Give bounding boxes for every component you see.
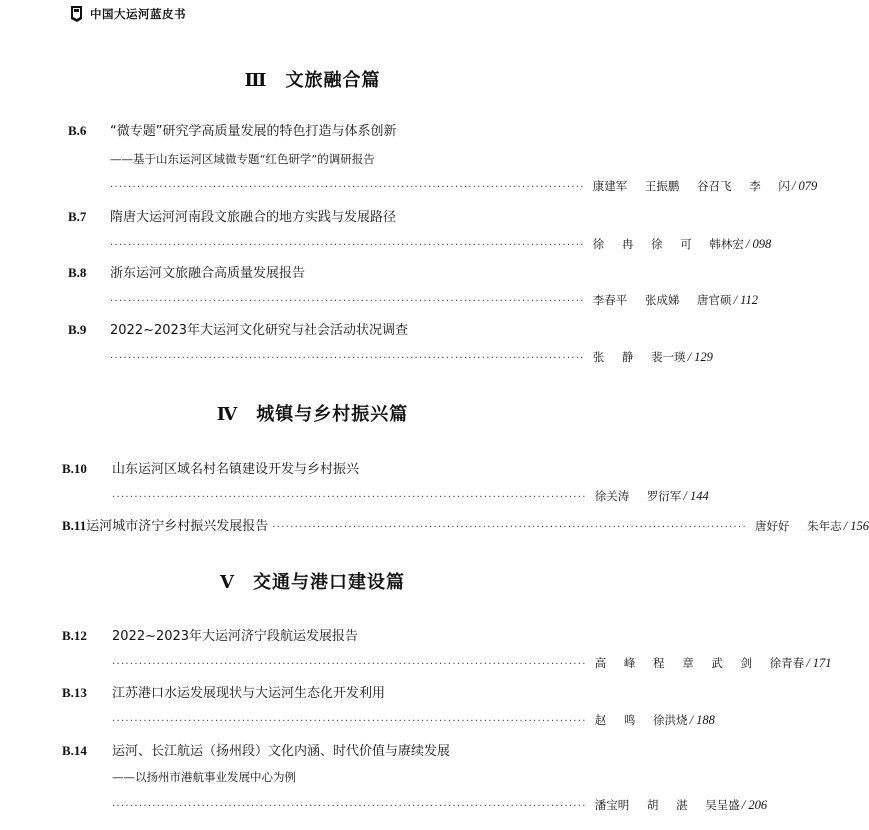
section-number: Ⅴ	[220, 572, 235, 593]
entry-authors: 潘宝明 胡 湛 吴呈盛	[594, 798, 740, 812]
entry-leader-line	[110, 236, 772, 252]
entry-code: B.13	[62, 685, 87, 700]
entry-leader-line	[110, 349, 713, 365]
entry-code: B.10	[62, 461, 87, 476]
toc-entry-b6[interactable]	[68, 120, 818, 198]
page-number: 079	[798, 179, 818, 193]
dot-leader: ··········································································································	[110, 240, 585, 251]
entry-leader-line	[112, 797, 768, 813]
entry-code: B.11	[62, 518, 87, 533]
page-number: 129	[694, 350, 713, 364]
page-number: 206	[748, 798, 768, 812]
entry-leader-line	[110, 292, 758, 308]
entry-authors: 徐关涛 罗衍军	[594, 489, 682, 503]
entry-title: 运河城市济宁乡村振兴发展报告	[86, 519, 269, 534]
entry-title: 江苏港口水运发展现状与大运河生态化开发利用	[112, 686, 386, 701]
book-icon	[70, 5, 84, 23]
page-number: 171	[812, 656, 832, 670]
section-title-3	[0, 66, 625, 92]
toc-entry-b8[interactable]	[68, 262, 758, 312]
toc-entry-b14[interactable]	[62, 740, 768, 820]
entry-title: 运河、长江航运（扬州段）文化内涵、时代价值与赓续发展	[112, 744, 451, 759]
entry-authors: 赵 鸣 徐洪烧	[594, 713, 688, 727]
entry-title: 山东运河区域名村名镇建设开发与乡村振兴	[112, 462, 360, 477]
page-number: 156	[850, 519, 869, 533]
dot-leader: ··········································································································	[112, 716, 587, 727]
running-header	[70, 2, 186, 26]
entry-title: 2022~2023年大运河济宁段航运发展报告	[112, 629, 359, 644]
entry-code: B.8	[68, 265, 87, 280]
entry-code: B.9	[68, 322, 87, 337]
toc-entry-b9[interactable]	[68, 319, 713, 369]
page-number: 144	[690, 489, 709, 503]
section-name: 交通与港口建设篇	[252, 572, 405, 593]
entry-authors: 李春平 张成娣 唐官硕	[592, 293, 732, 307]
entry-authors: 康建军 王振鹏 谷召飞 李 闪	[592, 179, 790, 193]
page-number: 112	[740, 293, 758, 307]
entry-page: / 188	[689, 713, 715, 727]
entry-subtitle: ——基于山东运河区域微专题“红色研学”的调研报告	[110, 152, 375, 166]
entry-leader-line	[268, 518, 869, 534]
entry-code: B.6	[68, 123, 87, 138]
section-title-5	[0, 568, 625, 594]
entry-leader-line	[112, 655, 832, 671]
dot-leader: ··········································································································	[110, 353, 585, 364]
section-number: Ⅲ	[244, 70, 268, 91]
section-name: 文旅融合篇	[285, 70, 381, 91]
entry-authors: 张 静 裴一瑛	[592, 350, 686, 364]
dot-leader: ··········································································································	[110, 296, 585, 307]
entry-title: 浙东运河文旅融合高质量发展报告	[110, 266, 306, 281]
entry-page: / 156	[843, 519, 869, 533]
entry-code: B.7	[68, 209, 87, 224]
page-number: 188	[696, 713, 715, 727]
section-number: Ⅳ	[216, 404, 239, 425]
entry-code: B.12	[62, 628, 87, 643]
page-number: 098	[752, 237, 772, 251]
toc-entry-b13[interactable]	[62, 682, 715, 732]
dot-leader: ··········································································································	[112, 801, 587, 812]
entry-page: / 129	[687, 350, 713, 364]
entry-page: / 206	[741, 798, 768, 812]
toc-entry-b11[interactable]	[62, 515, 869, 537]
dot-leader: ··········································································································	[112, 492, 587, 503]
toc-entry-b7[interactable]	[68, 206, 772, 256]
entry-title: “微专题”研究学高质量发展的特色打造与体系创新	[110, 124, 397, 139]
section-title-4	[0, 400, 625, 426]
section-name: 城镇与乡村振兴篇	[256, 404, 409, 425]
header-title: 中国大运河蓝皮书	[90, 7, 186, 21]
entry-leader-line	[112, 488, 709, 504]
entry-code: B.14	[62, 743, 87, 758]
entry-title: 2022~2023年大运河文化研究与社会活动状况调查	[110, 323, 409, 338]
dot-leader: ··········································································································	[112, 659, 587, 670]
dot-leader: ··········································································································	[272, 522, 747, 533]
entry-page: / 171	[806, 656, 832, 670]
entry-leader-line	[112, 712, 715, 728]
entry-authors: 高 峰 程 章 武 剑 徐青春	[594, 656, 805, 670]
entry-authors: 徐 冉 徐 可 韩林宏	[592, 237, 744, 251]
entry-page: / 098	[745, 237, 772, 251]
toc-entry-b10[interactable]	[62, 458, 709, 508]
dot-leader: ··········································································································	[110, 182, 585, 193]
entry-title: 隋唐大运河河南段文旅融合的地方实践与发展路径	[110, 210, 397, 225]
entry-page: / 144	[683, 489, 709, 503]
entry-leader-line	[110, 178, 818, 194]
toc-entry-b12[interactable]	[62, 625, 832, 675]
entry-page: / 079	[791, 179, 818, 193]
entry-page: / 112	[733, 293, 758, 307]
entry-subtitle: ——以扬州市港航事业发展中心为例	[112, 770, 296, 784]
entry-authors: 唐好好 朱年志	[754, 519, 842, 533]
